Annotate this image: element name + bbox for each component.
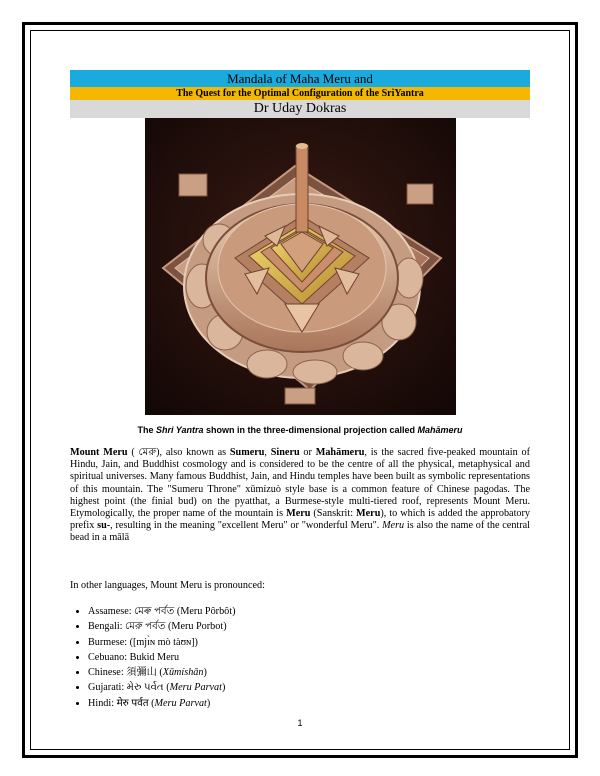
native-script: মেরু পর্বত (125, 621, 166, 633)
sri-yantra-image (145, 118, 456, 415)
list-item: • Hindi: मेरु पर्वत (Meru Parvat) (88, 696, 548, 711)
text-run: (Sanskrit: (310, 508, 357, 520)
language-name: Bengali: (88, 621, 126, 633)
text-run: , resulting in the meaning "excellent Meru" or "wonderful Meru". (110, 520, 383, 532)
romanization: (Meru Porbot) (165, 621, 227, 633)
romanization: (Meru Pôrbôt) (174, 606, 236, 617)
romanization: ([mjɪ̀ɴ mò tàʊɴ]) (129, 636, 198, 648)
term-sineru: Sineru (270, 447, 300, 458)
text-run: is also the name of the central bead in a mālā (70, 520, 530, 544)
title-line-1: Mandala of Maha Meru and (70, 70, 530, 87)
term-meru-italic: Meru (382, 520, 405, 532)
term-mount-meru: Mount Meru (70, 447, 128, 458)
author-line: Dr Uday Dokras (70, 100, 530, 118)
term-meru: Meru (286, 508, 311, 520)
list-item (88, 604, 548, 619)
native-script: মেৰু পৰ্বত (134, 606, 175, 617)
text-run: ( (127, 447, 139, 458)
native-script: મેરુ પર્વત (126, 682, 164, 694)
body-paragraph (70, 447, 530, 545)
list-item: • Chinese: 須彌山 (Xūmíshān) (88, 665, 548, 680)
language-name: Gujarati: (88, 682, 127, 694)
page-number: 1 (297, 718, 303, 728)
languages-list (70, 604, 548, 711)
caption-prefix: The (137, 425, 156, 435)
text-run: ), to which is added the approbatory prefix (70, 508, 530, 532)
native-script: 須彌山 (126, 667, 157, 679)
term-mahameru: Mahāmeru (315, 447, 365, 458)
caption-middle: shown in the three-dimensional projection called (203, 425, 418, 435)
figure-caption (70, 425, 530, 435)
term-meru-sanskrit: Meru (356, 508, 381, 520)
title-line-2: The Quest for the Optimal Configuration of the SriYantra (70, 87, 530, 100)
text-run: or (299, 447, 316, 458)
term-sumeru: Sumeru (229, 447, 265, 458)
caption-shri-yantra: Shri Yantra (155, 425, 204, 435)
text-run: , is the sacred five-peaked mountain of Hindu, Jain, and Buddhist cosmology and is considered to be the centre of all the physical, metaphysical and spiritual universes. Many famous Buddhist, Jain, and Hindu temples have been built as symbolic representations of this mountain. The "Sumeru Throne" xūmízuò style base is a common feature of Chinese pagodas. The highest point (the finial bud) on the pyatthat, a Burmese-style multi-tiered roof, represents Mount Meru. Etymologically, the proper name of the mountain is (70, 447, 530, 520)
text-run: ), also known as (156, 447, 230, 458)
list-item (88, 635, 548, 650)
language-name: Burmese: (88, 636, 130, 648)
list-item (88, 650, 548, 665)
language-name: Hindi: (88, 697, 117, 709)
caption-mahameru: Mahāmeru (417, 425, 463, 435)
languages-intro: In other languages, Mount Meru is pronounced: (70, 580, 265, 591)
language-name: Cebuano: (88, 651, 130, 663)
language-name: Assamese: (88, 606, 135, 617)
language-name: Chinese: (88, 667, 127, 679)
text-run: , (264, 447, 271, 458)
term-su-prefix: su- (97, 520, 111, 532)
romanization: Meru Parvat (154, 697, 207, 709)
native-script: मेरु पर्वत (116, 697, 149, 709)
romanization: Bukid Meru (129, 651, 180, 663)
romanization: Meru Parvat (169, 682, 222, 694)
list-item: • Gujarati: મેરુ પર્વત (Meru Parvat) (88, 680, 548, 695)
meru-bengali-script: মেরু (138, 447, 157, 458)
romanization: Xūmíshān (162, 667, 204, 679)
list-item (88, 619, 548, 634)
